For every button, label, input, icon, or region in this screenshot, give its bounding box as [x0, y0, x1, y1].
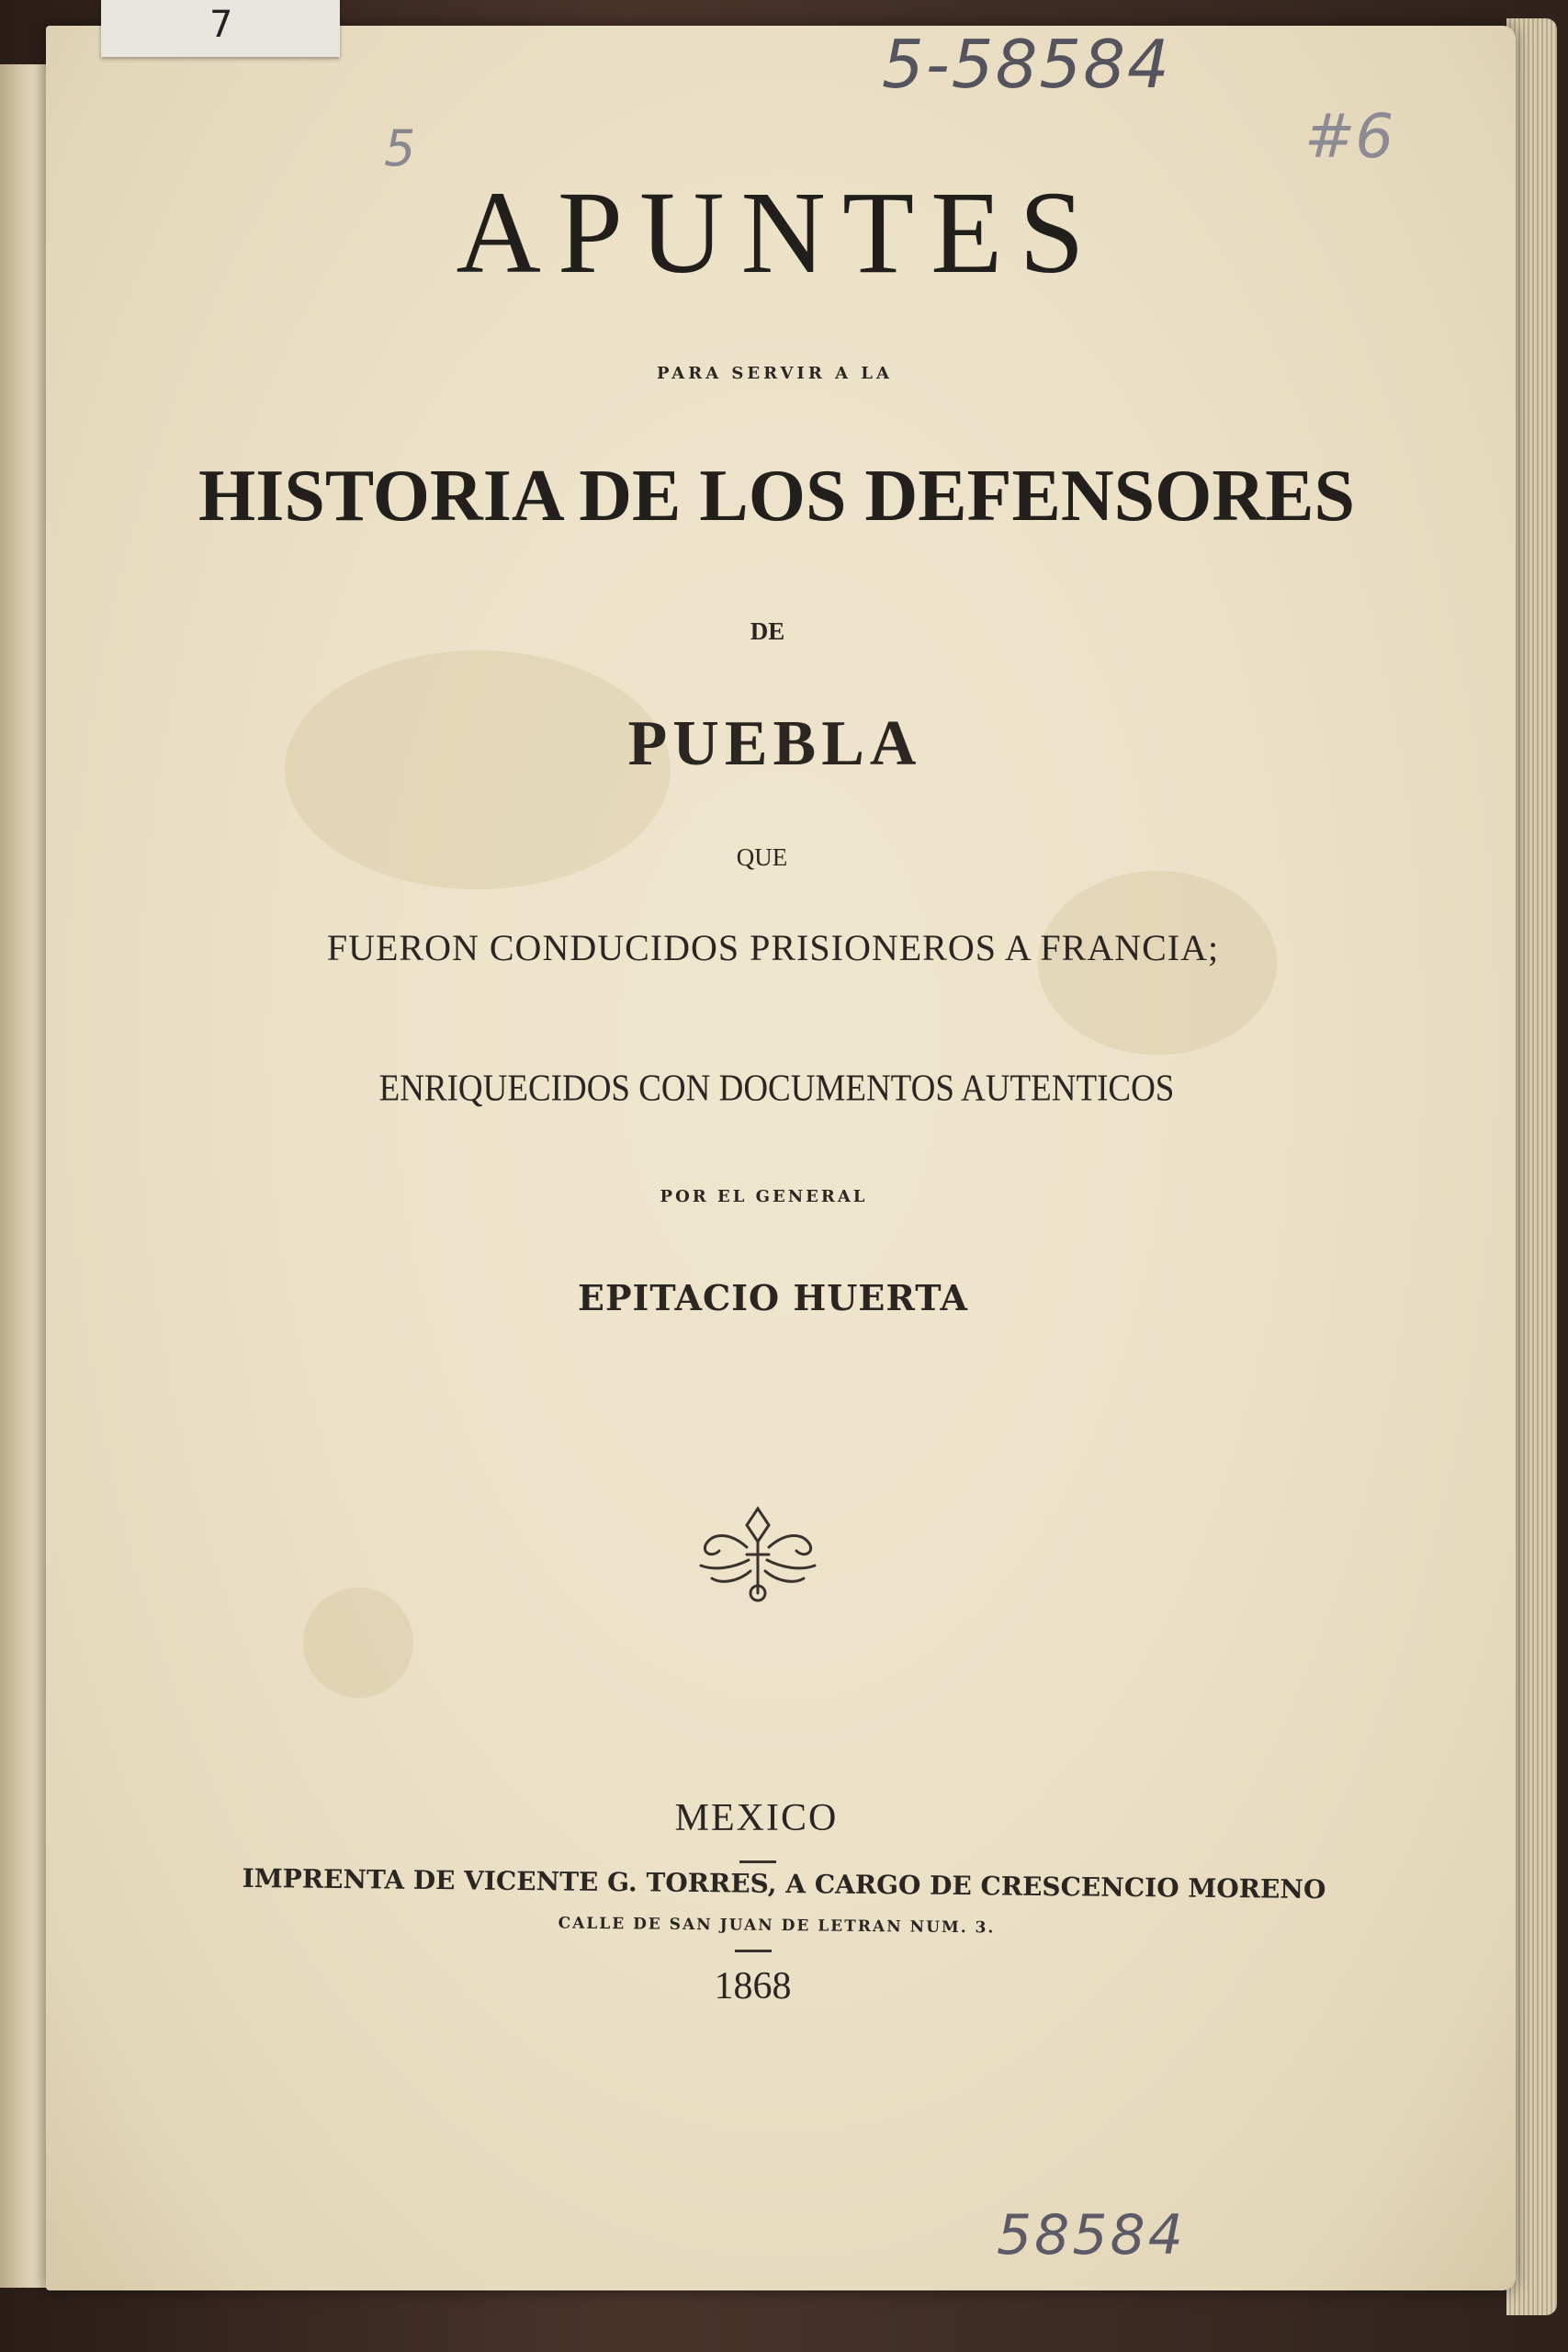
word-de: DE — [750, 617, 785, 645]
imprint-year: 1868 — [714, 1965, 792, 2007]
imprint-rule-top — [739, 1860, 776, 1863]
handwritten-mark-left: 5 — [384, 119, 416, 177]
by-line: POR EL GENERAL — [660, 1187, 868, 1206]
author-name: EPITACIO HUERTA — [578, 1277, 968, 1318]
handwritten-call-number: 5-58584 — [882, 26, 1171, 103]
handwritten-bottom-number: 58584 — [997, 2203, 1186, 2267]
imprint-printer: IMPRENTA DE VICENTE G. TORRES, A CARGO DE CRESCENCIO MORENO — [242, 1862, 1326, 1905]
imprint-city: MEXICO — [674, 1797, 839, 1839]
imprint-address: CALLE DE SAN JUAN DE LETRAN NUM. 3. — [558, 1914, 996, 1938]
imprint-rule-bottom — [735, 1950, 772, 1952]
place-name: PUEBLA — [627, 708, 922, 779]
main-title: HISTORIA DE LOS DEFENSORES — [198, 456, 1355, 537]
printers-ornament — [694, 1505, 822, 1602]
subtitle-small: PARA SERVIR A LA — [657, 364, 893, 383]
prisoners-line: FUERON CONDUCIDOS PRISIONEROS A FRANCIA; — [326, 927, 1220, 968]
documents-line: ENRIQUECIDOS CON DOCUMENTOS AUTENTICOS — [378, 1067, 1175, 1110]
handwritten-mark-right: #6 — [1304, 101, 1394, 172]
book-title: APUNTES — [456, 167, 1101, 298]
bookmark-mark: 7 — [209, 4, 233, 46]
word-que: QUE — [736, 843, 788, 871]
